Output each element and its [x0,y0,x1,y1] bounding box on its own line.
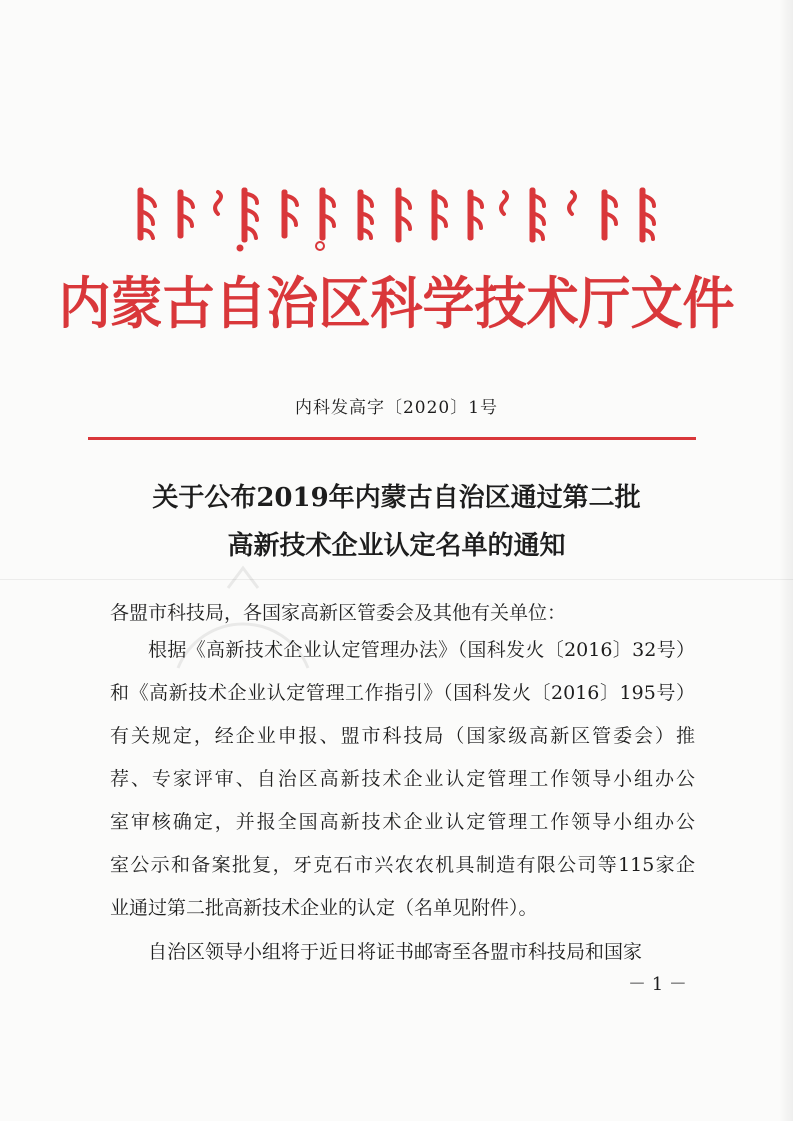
document-number: 内科发高字〔2020〕1号 [294,398,499,418]
red-divider [88,437,696,440]
mongolian-word-2 [178,190,193,238]
paragraph-line: 室公示和备案批复，牙克石市兴农农机具制造有限公司等115家企 [110,854,695,876]
paragraph-line: 荐、专家评审、自治区高新技术企业认定管理工作领导小组办公 [110,768,695,790]
mongolian-word-15 [640,188,654,242]
mongolian-word-8 [396,188,410,242]
mongolian-word-12 [530,188,544,242]
notice-title [0,474,793,570]
mongolian-word-14 [602,190,616,240]
mongolian-word-3 [215,192,221,214]
paper-fold-line [0,579,793,580]
notice-title-line: 高新技术企业认定名单的通知 [227,531,566,561]
paragraph-line: 和《高新技术企业认定管理工作指引》（国科发火〔2016〕195号） [110,682,695,704]
paragraph-line: 有关规定，经企业申报、盟市科技局（国家级高新区管委会）推 [110,725,695,747]
salutation: 各盟市科技局，各国家高新区管委会及其他有关单位： [110,602,567,624]
mongolian-word-10 [468,190,482,240]
mongolian-word-13 [569,192,575,214]
organization-title: 内蒙古自治区科学技术厅文件 [58,270,735,337]
paragraph-line: 室审核确定，并报全国高新技术企业认定管理工作领导小组办公 [110,811,695,833]
paragraph-line: 根据《高新技术企业认定管理办法》（国科发火〔2016〕32号） [148,639,695,661]
page-number: － 1 － [628,974,687,995]
mongolian-word-5 [282,190,297,238]
mongolian-word-11 [501,192,507,214]
mongolian-word-4 [237,188,257,251]
mongolian-script-heading [132,186,660,256]
notice-title-line: 关于公布2019年内蒙古自治区通过第二批 [152,483,641,513]
mongolian-word-9 [432,190,446,240]
paragraph-line: 业通过第二批高新技术企业的认定（名单见附件）。 [110,897,538,919]
paragraph-line: 自治区领导小组将于近日将证书邮寄至各盟市科技局和国家 [148,941,643,963]
mongolian-word-6 [316,188,334,250]
mongolian-word-7 [358,190,372,240]
mongolian-word-1 [138,188,155,240]
